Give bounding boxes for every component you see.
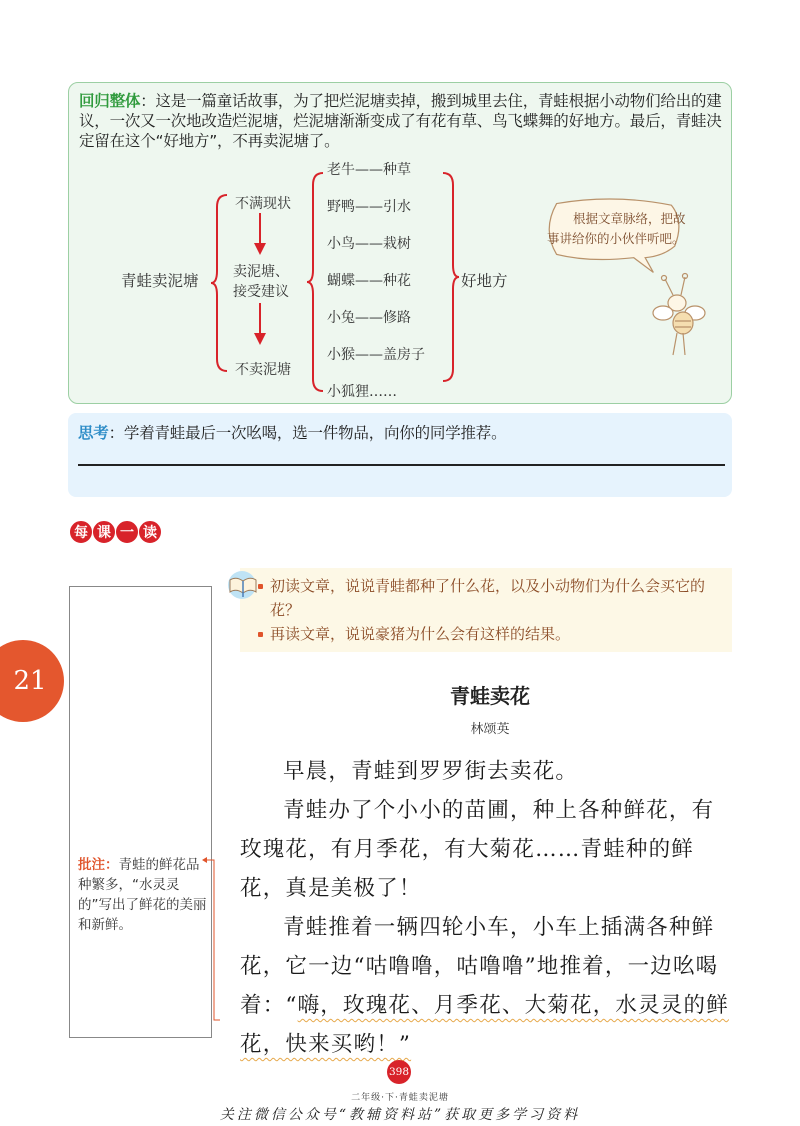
summary-label: 回归整体 [79, 92, 141, 110]
result-label: 好地方 [461, 272, 508, 290]
pair-row: 蝴蝶——种花 [327, 273, 411, 289]
diagram-root-label: 青蛙卖泥塘 [121, 272, 199, 290]
annotation-note [78, 855, 208, 935]
article-title: 青蛙卖花 [450, 684, 530, 708]
badge-char: 一 [115, 520, 139, 544]
pair-row-last: 小狐狸…… [327, 384, 397, 400]
think-question: ：学着青蛙最后一次吆喝，选一件物品，向你的同学推荐。 [108, 424, 507, 442]
summary-section [68, 82, 732, 404]
article-paragraph: 青蛙办了个小小的苗圃，种上各种鲜花，有玫瑰花，有月季花，有大菊花……青蛙种的鲜花，真是美极了！ [240, 798, 715, 901]
chapter-number-tab: 21 [0, 640, 64, 722]
article-paragraph: 青蛙推着一辆四轮小车，小车上插满各种鲜花，它一边“咕噜噜，咕噜噜”地推着，一边吆喝着：“嗨，玫瑰花、月季花、大菊花，水灵灵的鲜花，快来买哟！” [240, 915, 729, 1057]
page-number: 398 [387, 1060, 411, 1084]
pair-row: 小鸟——栽树 [327, 236, 411, 252]
article-body [240, 752, 734, 1064]
pair-row: 小猴——盖房子 [327, 347, 425, 363]
stage-dissatisfied: 不满现状 [235, 196, 291, 212]
section-badge-daily-reading [69, 520, 161, 544]
pair-row: 老牛——种草 [327, 162, 411, 178]
annotation-body: 青蛙的鲜花品种繁多，“水灵灵的”写出了鲜花的美丽和新鲜。 [78, 857, 207, 933]
arrow-down-icon [253, 213, 267, 255]
answer-line[interactable] [78, 464, 725, 466]
stage-not-sell: 不卖泥塘 [235, 362, 291, 378]
pair-row: 野鸭——引水 [327, 199, 411, 215]
tip-item: 初读文章，说说青蛙都种了什么花，以及小动物们为什么会买它的花？ [258, 574, 728, 622]
article-author: 林颂英 [470, 722, 510, 737]
pair-row: 小兔——修路 [327, 310, 411, 326]
footer-breadcrumb: 二年级·下·青蛙卖泥塘 [351, 1093, 449, 1103]
annotation-connector-line [200, 830, 220, 1030]
summary-body: ：这是一篇童话故事，为了把烂泥塘卖掉，搬到城里去住，青蛙根据小动物们给出的建议，一次又一次地改造烂泥塘，烂泥塘渐渐变成了有花有草、鸟飞蝶舞的好地方。最后，青蛙决定留在这个“好地方”，不再卖泥塘了。 [79, 92, 722, 150]
speech-bubble-text: 根据文章脉络，把故事讲给你的小伙伴听吧。 [547, 211, 686, 246]
arrow-down-icon [253, 303, 267, 345]
think-label: 思考 [78, 424, 109, 442]
annotation-label: 批注： [78, 857, 119, 873]
bee-mascot-icon [651, 271, 711, 361]
left-brace-icon [209, 193, 231, 373]
stage-sell-pond: 卖泥塘、 [233, 264, 289, 280]
think-prompt [78, 421, 506, 443]
think-section [68, 413, 732, 497]
story-structure-diagram [69, 83, 733, 405]
tip-item: 再读文章，说说豪猪为什么会有这样的结果。 [258, 622, 728, 646]
article-paragraph: 早晨，青蛙到罗罗街去卖花。 [283, 759, 579, 784]
annotated-text: 嗨，玫瑰花、月季花、大菊花，水灵灵的鲜花，快来买哟！” [240, 993, 729, 1057]
right-brace-icon [439, 171, 461, 383]
stage-accept-advice: 接受建议 [233, 284, 289, 300]
annotation-column [69, 586, 212, 1038]
reading-tips-list [258, 574, 728, 646]
badge-char: 每 [69, 520, 93, 544]
footer-promo-text: 关注微信公众号“教辅资料站”获取更多学习资料 [219, 1107, 581, 1123]
middle-brace-icon [305, 171, 327, 393]
open-book-icon [226, 570, 260, 600]
badge-char: 课 [92, 520, 116, 544]
badge-char: 读 [138, 520, 162, 544]
